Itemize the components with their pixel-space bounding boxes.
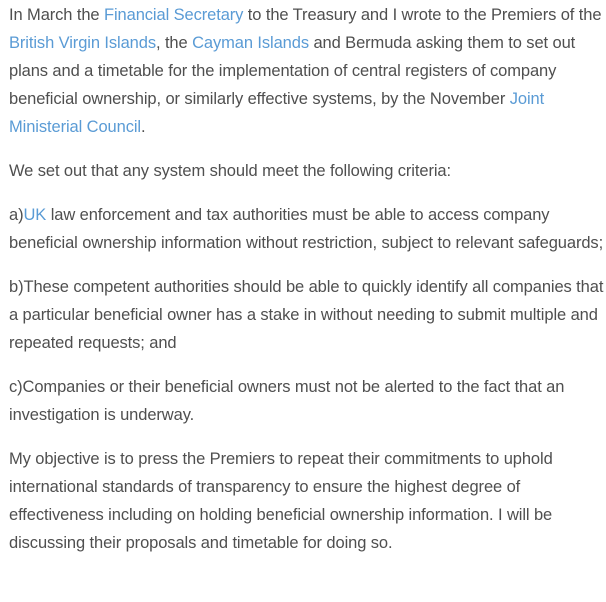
paragraph-criterion-a <box>9 201 605 257</box>
link-joint-ministerial-council[interactable]: Joint Ministerial Council <box>9 90 545 136</box>
link-british-virgin-islands[interactable]: British Virgin Islands <box>9 34 156 52</box>
paragraph-text: to the Treasury and I wrote to the Premiers of the <box>243 6 602 24</box>
link-financial-secretary[interactable]: Financial Secretary <box>104 6 244 24</box>
criterion-label: a) <box>9 206 24 224</box>
paragraph-criterion-c: c)Companies or their beneficial owners must not be alerted to the fact that an investigation is underway. <box>9 378 565 424</box>
link-cayman-islands[interactable]: Cayman Islands <box>192 34 309 52</box>
paragraph-criteria-intro: We set out that any system should meet the following criteria: <box>9 162 451 180</box>
paragraph-text: In March the <box>9 6 104 24</box>
paragraph-criterion-b: b)These competent authorities should be able to quickly identify all companies that a particular beneficial owner has a stake in without needing to submit multiple and repeated requests; and <box>9 278 604 352</box>
paragraph-text: and Bermuda asking them to set out plans and a timetable for the implementation of central registers of company beneficial ownership, or similarly effective systems, by the November <box>9 34 576 108</box>
link-uk[interactable]: UK <box>23 206 47 224</box>
paragraph-text: law enforcement and tax authorities must be able to access company beneficial ownership information without restriction, subject to relevant safeguards; <box>9 206 604 252</box>
paragraph-letter-to-premiers <box>9 1 605 141</box>
paragraph-text: , the <box>155 34 193 52</box>
paragraph-text: . <box>140 118 146 136</box>
paragraph-objective: My objective is to press the Premiers to repeat their commitments to uphold international standards of transparency to ensure the highest degree of effectiveness including on holding beneficial ownership information. I will be discussing their proposals and timetable for doing so. <box>9 450 553 552</box>
